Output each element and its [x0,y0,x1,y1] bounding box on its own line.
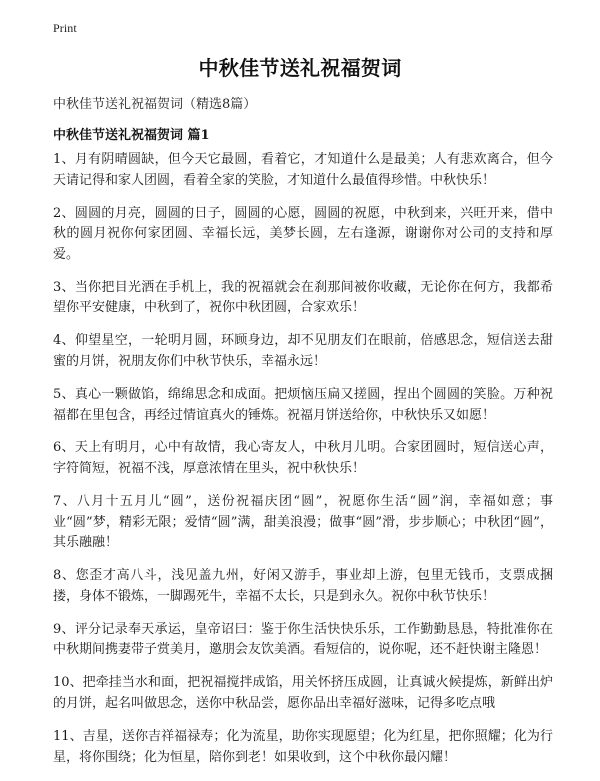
greeting-item-6: 6、天上有明月，心中有故情，我心寄友人，中秋月儿明。合家团圆时，短信送心声，字符简短，祝福不浅，厚意浓情在里头，祝中秋快乐！ [53,440,553,477]
greeting-item-7: 7、八月十五月儿“圆”，送份祝福庆团“圆”，祝愿你生活“圆”润，幸福如意；事业“圆”梦，精彩无限；爱情“圆”满，甜美浪漫；做事“圆”滑，步步顺心；中秋团“圆”，其乐融融！ [53,494,553,551]
greeting-item-1: 1、月有阴晴圆缺，但今天它最圆，看着它，才知道什么是最美；人有悲欢离合，但今天请记得和家人团圆，看着全家的笑脸，才知道什么最值得珍惜。中秋快乐！ [53,152,553,188]
greeting-item-9: 9、评分记录奉天承运，皇帝诏曰：鉴于你生活快快乐乐，工作勤勤恳恳，特批准你在中秋期间携妻带子赏美月，邀朋会友饮美酒。看短信的，说你呢，还不赶快谢主隆恩！ [53,621,553,658]
greeting-item-4: 4、仰望星空，一轮明月圆，环顾身边，却不见朋友们在眼前，倍感思念，短信送去甜蜜的月饼，祝朋友你们中秋节快乐，幸福永远！ [53,333,553,369]
section-heading: 中秋佳节送礼祝福贺词 篇1 [53,128,210,143]
greeting-item-5: 5、真心一颗做馅，绵绵思念和成面。把烦恼压扁又搓圆，捏出个圆圆的笑脸。万种祝福都在里包含，再经过情谊真火的锤炼。祝福月饼送给你，中秋快乐又如愿！ [53,386,553,423]
greeting-item-3: 3、当你把目光洒在手机上，我的祝福就会在刹那间被你收藏，无论你在何方，我都希望你平安健康，中秋到了，祝你中秋团圆，合家欢乐！ [53,279,553,316]
greeting-list [53,150,553,781]
document-subtitle: 中秋佳节送礼祝福贺词（精选8篇） [53,97,257,112]
greeting-item-2: 2、圆圆的月亮，圆圆的日子，圆圆的心愿，圆圆的祝愿，中秋到来，兴旺开来，借中秋的圆月祝你何家团圆、幸福长远，美梦长圆，左右逢源，谢谢你对公司的支持和厚爱。 [53,205,553,262]
print-link[interactable]: Print [53,21,77,35]
page-title: 中秋佳节送礼祝福贺词 [198,56,402,80]
greeting-item-11: 11、吉星，送你吉祥福禄寿；化为流星，助你实现愿望；化为红星，把你照耀；化为行星，将你围绕；化为恒星，陪你到老！如果收到，这个中秋你最闪耀！ [53,728,553,765]
greeting-item-8: 8、您歪才高八斗，浅见盖九州，好闲又游手，事业却上游，包里无钱币，支票成捆搂，身体不锻炼，一脚踢死牛，幸福不太长，只是到永久。祝你中秋节快乐！ [53,568,553,604]
greeting-item-10: 10、把牵挂当水和面，把祝福搅拌成馅，用关怀挤压成圆，让真诚火候提炼，新鲜出炉的月饼，起名叫做思念，送你中秋品尝，愿你品出幸福好滋味，记得多吃点哦 [53,675,553,711]
